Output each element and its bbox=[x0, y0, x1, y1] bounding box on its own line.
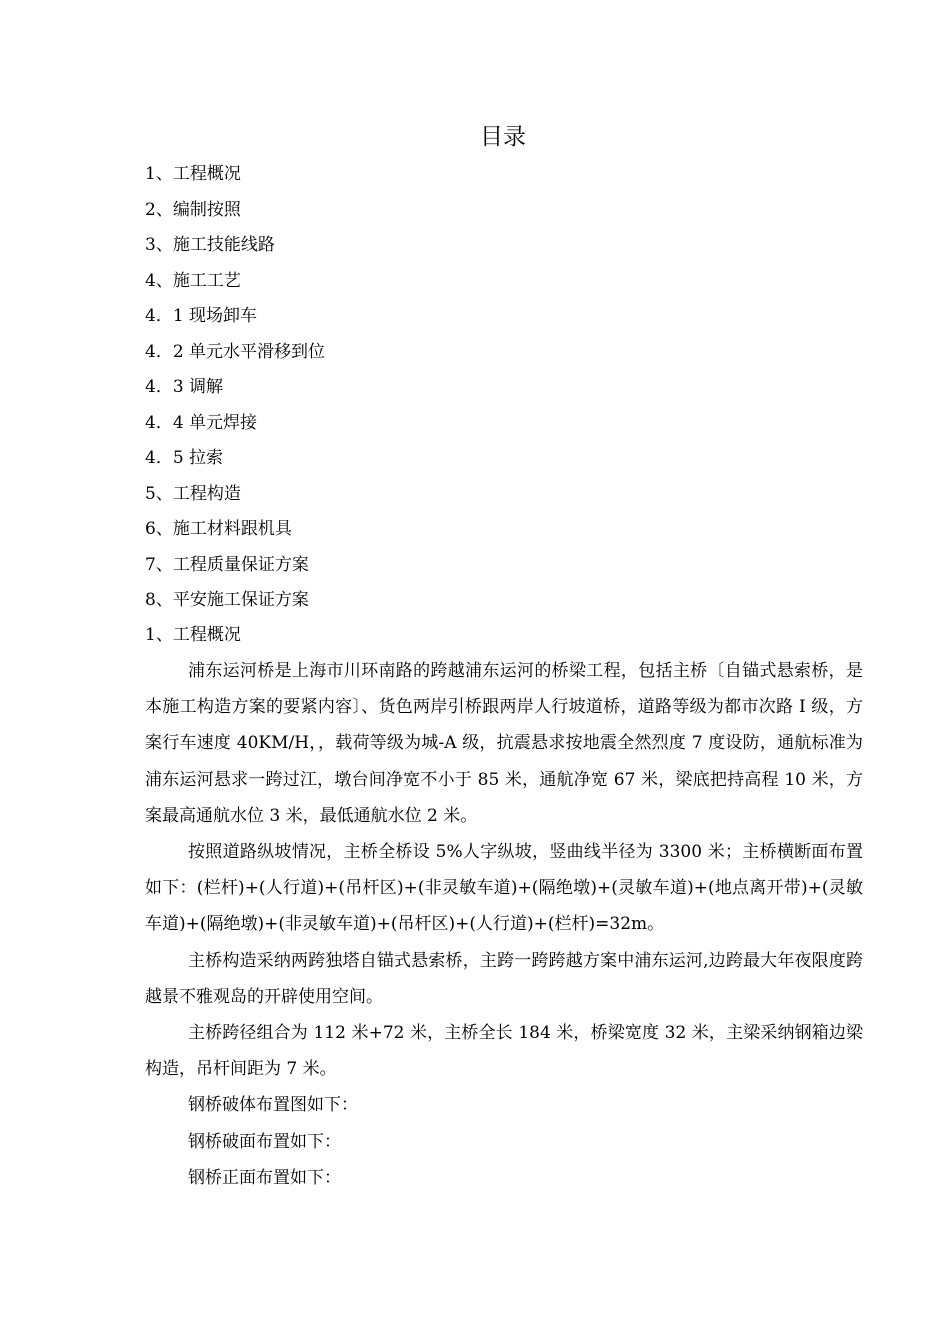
toc-item: 8、平安施工保证方案 bbox=[145, 590, 309, 610]
paragraph: 钢桥破面布置如下： bbox=[188, 1131, 341, 1152]
toc-item: 4．1 现场卸车 bbox=[145, 306, 258, 326]
paragraph: 主桥跨径组合为 112 米+72 米，主桥全长 184 米，桥梁宽度 32 米，主梁采纳钢箱边梁构造，吊杆间距为 7 米。 bbox=[145, 1023, 863, 1080]
paragraph: 钢桥破体布置图如下： bbox=[188, 1095, 358, 1116]
paragraph: 浦东运河桥是上海市川环南路的跨越浦东运河的桥梁工程，包括主桥〔自锚式悬索桥，是本施工构造方案的要紧内容〕、货色两岸引桥跟两岸人行坡道桥，道路等级为都市次路 I 级，方案行车速度 40KM/H，，载荷等级为城-A 级，抗震悬求按地震全然烈度 7 度设防，通航标准为浦东运河悬求一跨过江，墩台间净宽不小于 85 米，通航净宽 67 米，梁底把持高程 10 米，方案最高通航水位 3 米，最低通航水位 2 米。 bbox=[145, 661, 863, 826]
paragraph: 按照道路纵坡情况，主桥全桥设 5%人字纵坡，竖曲线半径为 3300 米；主桥横断面布置如下：(栏杆)+(人行道)+(吊杆区)+(非灵敏车道)+(隔绝墩)+(灵敏车道)+(地点离开带)+(灵敏车道)+(隔绝墩)+(非灵敏车道)+(吊杆区)+(人行道)+(栏杆)=32m。 bbox=[145, 842, 863, 935]
toc-item: 6、施工材料跟机具 bbox=[145, 519, 292, 539]
table-of-contents bbox=[145, 157, 865, 619]
toc-item: 7、工程质量保证方案 bbox=[145, 554, 309, 575]
body-text bbox=[145, 653, 863, 1196]
toc-item: 1、工程概况 bbox=[145, 164, 241, 184]
toc-item: 4、施工工艺 bbox=[145, 270, 241, 291]
toc-item: 5、工程构造 bbox=[145, 483, 241, 504]
page-title: 目录 bbox=[480, 124, 526, 150]
toc-item: 2、编制按照 bbox=[145, 199, 241, 220]
toc-item: 3、施工技能线路 bbox=[145, 235, 275, 255]
toc-item: 4．4 单元焊接 bbox=[145, 412, 258, 433]
toc-item: 4．3 调解 bbox=[145, 377, 224, 397]
toc-item: 4．2 单元水平滑移到位 bbox=[145, 341, 326, 362]
section-heading: 1、工程概况 bbox=[145, 625, 241, 645]
paragraph: 主桥构造采纳两跨独塔自锚式悬索桥，主跨一跨跨越方案中浦东运河,边跨最大年夜限度跨越景不雅观岛的开辟使用空间。 bbox=[145, 950, 863, 1007]
toc-item: 4．5 拉索 bbox=[145, 448, 224, 468]
paragraph: 钢桥正面布置如下： bbox=[188, 1167, 341, 1188]
